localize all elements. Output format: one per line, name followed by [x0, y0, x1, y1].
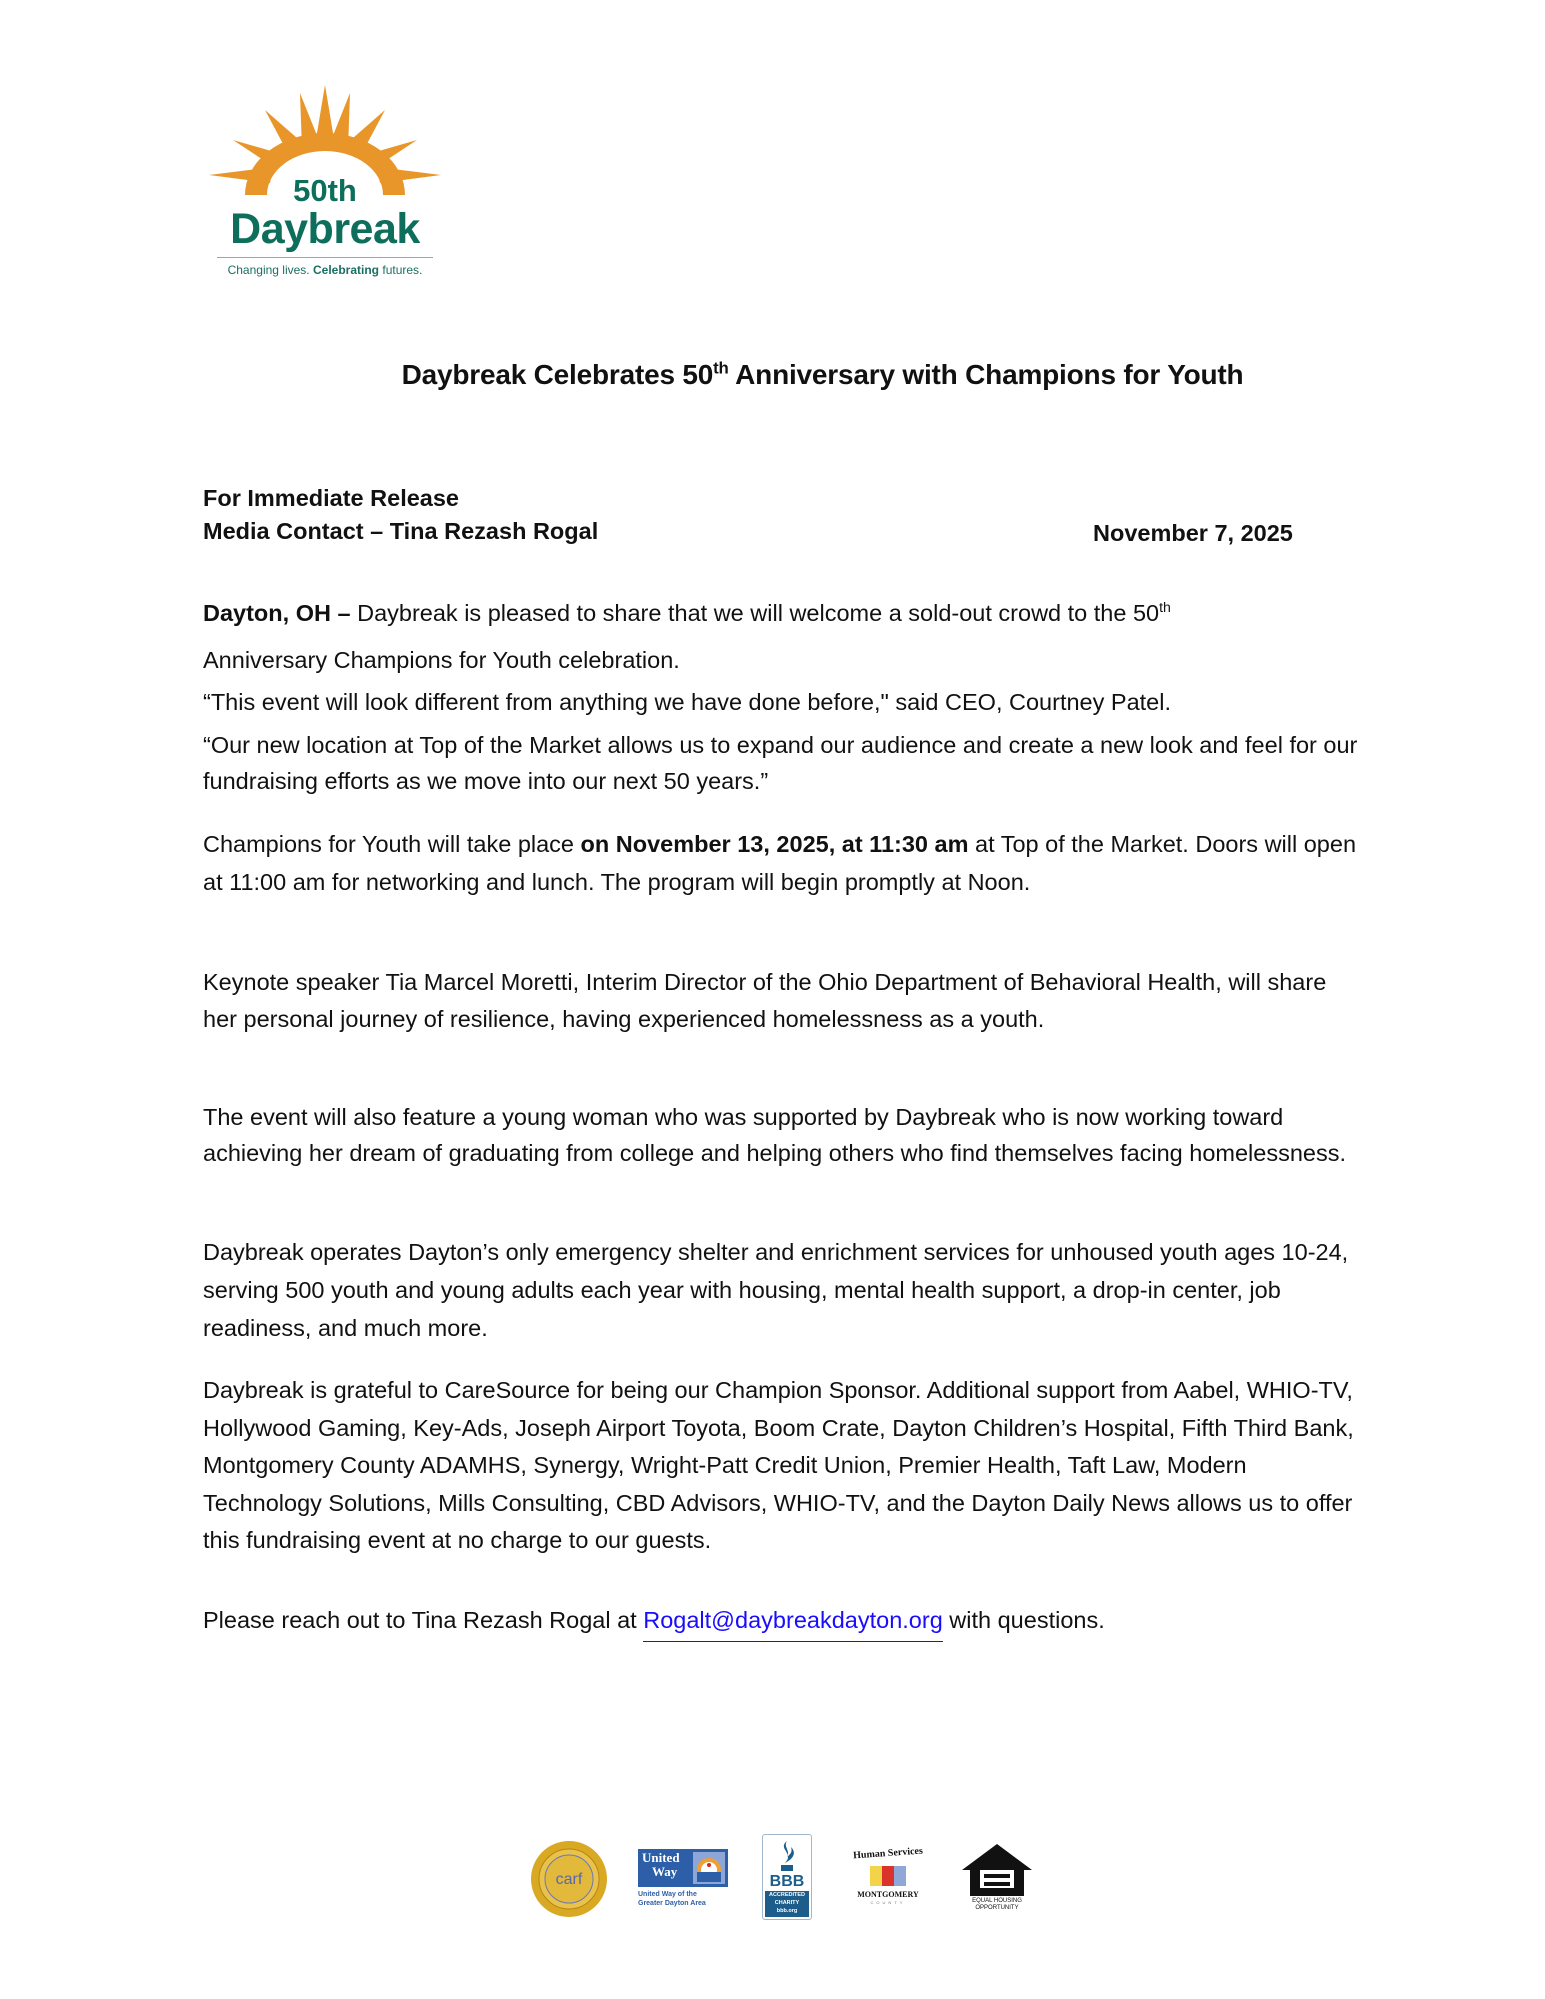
logo-tagline	[205, 263, 445, 277]
bbb-line3: bbb.org	[776, 1908, 798, 1914]
bbb-accredited	[765, 1891, 809, 1917]
bbb-torch-icon	[763, 1839, 811, 1873]
page-title	[0, 359, 1545, 391]
sponsors-paragraph: Daybreak is grateful to CareSource for being our Champion Sponsor. Additional support from Aabel, WHIO-TV, Hollywood Gaming, Key-Ads, Joseph Airport Toyota, Boom Crate, Dayton Children’s Hospital, Fifth Third Bank, Montgomery County ADAMHS, Synergy, Wright-Patt Credit Union, Premier Health, Taft Law, Modern Technology Solutions, Mills Consulting, CBD Advisors, WHIO-TV, and the Dayton Daily News allows us to offer this fundraising event at no charge to our guests.	[203, 1377, 1354, 1553]
bbb-line2: CHARITY	[774, 1900, 800, 1906]
bbb-name: BBB	[769, 1873, 805, 1890]
release-date: November 7, 2025	[1093, 520, 1293, 546]
mission-paragraph: Daybreak operates Dayton’s only emergency shelter and enrichment services for unhoused youth ages 10-24, serving 500 youth and young adults each year with housing, mental health support, a drop-in center, job readiness, and much more.	[203, 1239, 1349, 1341]
email-link[interactable]: Rogalt@daybreakdayton.org	[643, 1607, 943, 1642]
event-details-paragraph	[203, 825, 1363, 901]
release-label: For Immediate Release	[203, 485, 459, 511]
equal-housing-icon	[960, 1842, 1034, 1898]
montgomery-name: MONTGOMERY	[857, 1890, 919, 1899]
uw-name2: Way	[652, 1864, 678, 1879]
intro-sup: th	[1159, 599, 1171, 616]
montgomery-sub: COUNTY	[870, 1900, 906, 1905]
eh-line2: OPPORTUNITY	[975, 1905, 1019, 1911]
equal-housing-logo	[960, 1842, 1034, 1920]
bbb-badge	[762, 1834, 812, 1920]
keynote-paragraph: Keynote speaker Tia Marcel Moretti, Interim Director of the Ohio Department of Behavioral Health, will share her personal journey of resilience, having experienced homelessness as a youth.	[203, 969, 1327, 1032]
quote-2: “Our new location at Top of the Market allows us to expand our audience and create a new look and feel for our fundraising efforts as we move into our next 50 years.”	[203, 732, 1358, 794]
uw-caption1: United Way of the	[638, 1891, 697, 1898]
equal-housing-text	[960, 1898, 1034, 1912]
contact-line	[203, 1602, 1363, 1638]
united-way-logo	[638, 1849, 728, 1887]
event-text-end: at Top of the Market. Doors will open at 11:00 am for networking and lunch. The program will begin promptly at Noon.	[203, 831, 1357, 895]
contact-text-end: with questions.	[942, 1607, 1105, 1633]
intro-paragraph	[203, 590, 1363, 684]
event-text: Champions for Youth will take place	[203, 831, 581, 857]
quote-1: “This event will look different from anything we have done before," said CEO, Courtney Patel.	[203, 689, 1171, 715]
montgomery-flags-icon	[868, 1864, 908, 1888]
title-text: Daybreak Celebrates 50	[401, 359, 714, 390]
svg-text:carf: carf	[555, 1871, 583, 1888]
intro-line2: Anniversary Champions for Youth celebration.	[203, 647, 680, 673]
bbb-line1: ACCREDITED	[768, 1892, 806, 1898]
tagline-part: Changing lives.	[227, 263, 310, 277]
carf-seal-icon	[530, 1840, 608, 1918]
logo-name: Daybreak	[230, 205, 420, 253]
united-way-hand-icon	[693, 1852, 725, 1884]
title-sup: th	[713, 358, 729, 378]
tagline-end: futures.	[382, 263, 423, 277]
uw-caption2: Greater Dayton Area	[638, 1900, 706, 1907]
event-date-time: on November 13, 2025, at 11:30 am	[580, 831, 969, 857]
human-services-title: Human Services	[852, 1845, 924, 1862]
feature-paragraph: The event will also feature a young woman who was supported by Daybreak who is now working toward achieving her dream of graduating from college and helping others who find themselves facing homelessness.	[203, 1104, 1347, 1166]
logo-anniversary: 50th	[293, 173, 357, 208]
eh-line1: EQUAL HOUSING	[972, 1898, 1022, 1904]
intro-text: Daybreak is pleased to share that we will welcome a sold-out crowd to the 50	[350, 600, 1160, 626]
media-contact: Media Contact – Tina Rezash Rogal	[203, 518, 599, 544]
logo-divider	[217, 257, 433, 258]
uw-name1: United	[642, 1850, 680, 1865]
human-services-logo	[840, 1844, 936, 1914]
title-text-end: Anniversary with Champions for Youth	[728, 359, 1244, 390]
contact-text: Please reach out to Tina Rezash Rogal at	[203, 1607, 644, 1633]
tagline-bold: Celebrating	[313, 263, 380, 277]
united-way-caption	[638, 1890, 706, 1908]
accreditation-badges	[530, 1830, 1030, 1925]
united-way-name	[642, 1851, 680, 1879]
daybreak-logo	[205, 85, 445, 285]
dateline: Dayton, OH –	[203, 600, 351, 626]
